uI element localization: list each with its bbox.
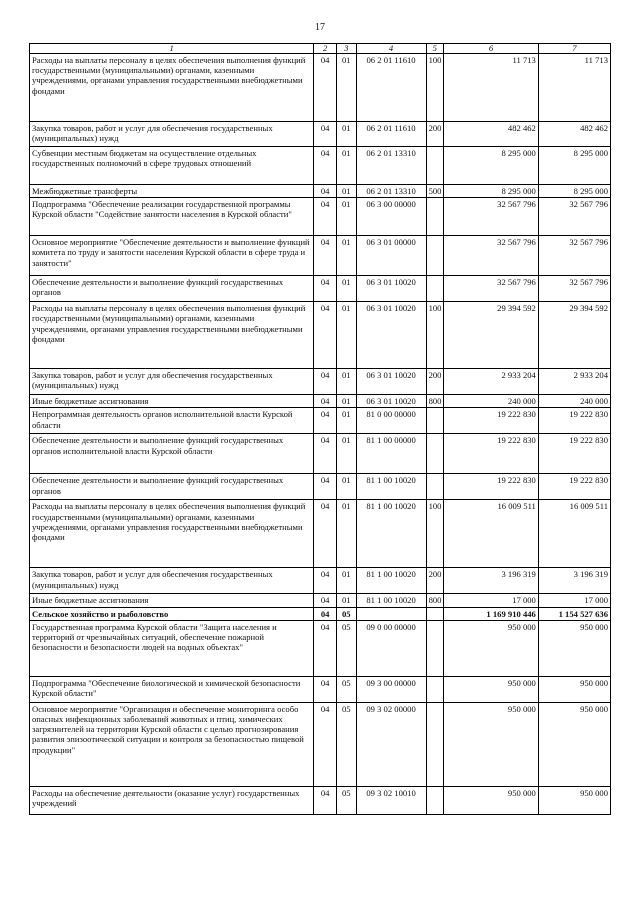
amount-year1-cell: 240 000 [444,395,539,408]
subsection-code-cell: 01 [336,594,356,607]
amount-year1-cell: 3 196 319 [444,568,539,594]
section-code-cell: 04 [314,185,337,198]
row-name-cell: Расходы на выплаты персоналу в целях обеспечения выполнения функций государственными (муниципальными) органами, казенными учреждениями, органами управления государственными внебюджетными фондами [30,500,314,568]
subsection-code-cell: 01 [336,434,356,474]
section-code-cell: 04 [314,122,337,147]
section-code-cell: 04 [314,369,337,395]
expense-type-cell: 200 [426,568,444,594]
section-code-cell: 04 [314,568,337,594]
table-row [30,786,611,814]
table-row [30,620,611,676]
amount-year1-cell: 11 713 [444,54,539,122]
amount-year1-cell: 29 394 592 [444,302,539,369]
expense-type-cell [426,198,444,236]
expense-type-cell: 800 [426,395,444,408]
subsection-code-cell: 01 [336,500,356,568]
amount-year2-cell: 482 462 [538,122,610,147]
table-row [30,236,611,276]
target-article-cell: 81 1 00 10020 [356,594,426,607]
expense-type-cell [426,474,444,500]
expense-type-cell: 500 [426,185,444,198]
subsection-code-cell: 05 [336,702,356,786]
section-code-cell: 04 [314,276,337,302]
row-name-cell: Государственная программа Курской области "Защита населения и территорий от чрезвычайных ситуаций, обеспечение пожарной безопасности и безопасности людей на водных объектах" [30,620,314,676]
table-row [30,395,611,408]
amount-year1-cell: 482 462 [444,122,539,147]
row-name-cell: Подпрограмма "Обеспечение реализации государственной программы Курской области "Содействие занятости населения в Курской области" [30,198,314,236]
amount-year1-cell: 16 009 511 [444,500,539,568]
expense-type-cell [426,702,444,786]
target-article-cell: 81 1 00 10020 [356,474,426,500]
header-col-5: 5 [426,44,444,54]
section-code-cell: 04 [314,594,337,607]
expense-type-cell [426,676,444,702]
target-article-cell: 06 3 01 10020 [356,276,426,302]
subsection-code-cell: 01 [336,236,356,276]
amount-year1-cell: 19 222 830 [444,408,539,434]
row-name-cell: Обеспечение деятельности и выполнение функций государственных органов [30,474,314,500]
subsection-code-cell: 01 [336,395,356,408]
amount-year2-cell: 11 713 [538,54,610,122]
section-code-cell: 04 [314,500,337,568]
amount-year2-cell: 29 394 592 [538,302,610,369]
amount-year2-cell: 16 009 511 [538,500,610,568]
table-row [30,676,611,702]
amount-year1-cell: 19 222 830 [444,474,539,500]
header-row [30,44,611,54]
amount-year2-cell: 950 000 [538,702,610,786]
section-code-cell: 04 [314,198,337,236]
amount-year1-cell: 8 295 000 [444,185,539,198]
section-code-cell: 04 [314,676,337,702]
amount-year2-cell: 3 196 319 [538,568,610,594]
target-article-cell: 09 3 02 00000 [356,702,426,786]
amount-year2-cell: 17 000 [538,594,610,607]
row-name-cell: Субвенции местным бюджетам на осуществление отдельных государственных полномочий в сфере трудовых отношений [30,147,314,185]
amount-year2-cell: 32 567 796 [538,276,610,302]
subsection-code-cell: 05 [336,676,356,702]
expense-type-cell [426,607,444,620]
target-article-cell: 06 3 01 10020 [356,369,426,395]
table-row [30,434,611,474]
subsection-code-cell: 01 [336,185,356,198]
row-name-cell: Расходы на обеспечение деятельности (оказание услуг) государственных учреждений [30,786,314,814]
target-article-cell: 81 1 00 00000 [356,434,426,474]
amount-year2-cell: 8 295 000 [538,185,610,198]
table-row [30,147,611,185]
header-col-7: 7 [538,44,610,54]
subsection-code-cell: 01 [336,474,356,500]
section-code-cell: 04 [314,607,337,620]
amount-year2-cell: 32 567 796 [538,198,610,236]
target-article-cell: 06 2 01 13310 [356,185,426,198]
row-name-cell: Сельское хозяйство и рыболовство [30,607,314,620]
target-article-cell: 06 3 01 00000 [356,236,426,276]
table-row [30,702,611,786]
amount-year2-cell: 950 000 [538,786,610,814]
target-article-cell: 06 3 01 10020 [356,302,426,369]
section-code-cell: 04 [314,408,337,434]
table-row [30,54,611,122]
target-article-cell: 06 2 01 13310 [356,147,426,185]
table-row [30,607,611,620]
subsection-code-cell: 01 [336,302,356,369]
expense-type-cell [426,276,444,302]
table-row [30,408,611,434]
section-code-cell: 04 [314,236,337,276]
subsection-code-cell: 01 [336,198,356,236]
row-name-cell: Подпрограмма "Обеспечение биологической и химической безопасности Курской области" [30,676,314,702]
row-name-cell: Непрограммная деятельность органов исполнительной власти Курской области [30,408,314,434]
amount-year2-cell: 19 222 830 [538,474,610,500]
section-code-cell: 04 [314,54,337,122]
amount-year1-cell: 32 567 796 [444,276,539,302]
amount-year1-cell: 32 567 796 [444,198,539,236]
row-name-cell: Закупка товаров, работ и услуг для обеспечения государственных (муниципальных) нужд [30,122,314,147]
amount-year2-cell: 19 222 830 [538,434,610,474]
amount-year2-cell: 19 222 830 [538,408,610,434]
header-col-2: 2 [314,44,337,54]
row-name-cell: Расходы на выплаты персоналу в целях обеспечения выполнения функций государственными (муниципальными) органами, казенными учреждениями, органами управления государственными внебюджетными фондами [30,54,314,122]
expense-type-cell [426,786,444,814]
subsection-code-cell: 01 [336,54,356,122]
row-name-cell: Иные бюджетные ассигнования [30,395,314,408]
subsection-code-cell: 01 [336,276,356,302]
row-name-cell: Обеспечение деятельности и выполнение функций государственных органов [30,276,314,302]
amount-year2-cell: 950 000 [538,620,610,676]
section-code-cell: 04 [314,702,337,786]
target-article-cell: 81 0 00 00000 [356,408,426,434]
expense-type-cell: 200 [426,369,444,395]
expense-type-cell: 100 [426,54,444,122]
header-col-3: 3 [336,44,356,54]
subsection-code-cell: 05 [336,607,356,620]
expense-type-cell [426,434,444,474]
amount-year1-cell: 8 295 000 [444,147,539,185]
row-name-cell: Закупка товаров, работ и услуг для обеспечения государственных (муниципальных) нужд [30,369,314,395]
target-article-cell: 81 1 00 10020 [356,568,426,594]
expense-type-cell [426,408,444,434]
header-col-4: 4 [356,44,426,54]
subsection-code-cell: 01 [336,369,356,395]
header-col-6: 6 [444,44,539,54]
section-code-cell: 04 [314,395,337,408]
section-code-cell: 04 [314,474,337,500]
section-code-cell: 04 [314,786,337,814]
row-name-cell: Расходы на выплаты персоналу в целях обеспечения выполнения функций государственными (муниципальными) органами, казенными учреждениями, органами управления государственными внебюджетными фондами [30,302,314,369]
amount-year1-cell: 17 000 [444,594,539,607]
expense-type-cell: 800 [426,594,444,607]
amount-year2-cell: 950 000 [538,676,610,702]
amount-year1-cell: 19 222 830 [444,434,539,474]
row-name-cell: Иные бюджетные ассигнования [30,594,314,607]
table-row [30,302,611,369]
table-row [30,500,611,568]
budget-table [29,43,611,815]
table-row [30,369,611,395]
table-row [30,122,611,147]
amount-year1-cell: 950 000 [444,676,539,702]
amount-year1-cell: 950 000 [444,620,539,676]
expense-type-cell: 200 [426,122,444,147]
subsection-code-cell: 01 [336,568,356,594]
table-row [30,198,611,236]
subsection-code-cell: 05 [336,786,356,814]
expense-type-cell: 100 [426,500,444,568]
subsection-code-cell: 05 [336,620,356,676]
amount-year1-cell: 1 169 910 446 [444,607,539,620]
target-article-cell: 09 0 00 00000 [356,620,426,676]
table-row [30,568,611,594]
section-code-cell: 04 [314,620,337,676]
table-row [30,276,611,302]
page-number: 17 [315,22,325,33]
amount-year2-cell: 240 000 [538,395,610,408]
amount-year1-cell: 32 567 796 [444,236,539,276]
section-code-cell: 04 [314,434,337,474]
table-row [30,594,611,607]
row-name-cell: Закупка товаров, работ и услуг для обеспечения государственных (муниципальных) нужд [30,568,314,594]
target-article-cell: 06 2 01 11610 [356,122,426,147]
subsection-code-cell: 01 [336,408,356,434]
target-article-cell: 09 3 02 10010 [356,786,426,814]
row-name-cell: Обеспечение деятельности и выполнение функций государственных органов исполнительной власти Курской области [30,434,314,474]
amount-year2-cell: 1 154 527 636 [538,607,610,620]
subsection-code-cell: 01 [336,122,356,147]
expense-type-cell [426,236,444,276]
amount-year2-cell: 2 933 204 [538,369,610,395]
target-article-cell [356,607,426,620]
amount-year1-cell: 950 000 [444,786,539,814]
expense-type-cell: 100 [426,302,444,369]
target-article-cell: 06 3 00 00000 [356,198,426,236]
target-article-cell: 09 3 00 00000 [356,676,426,702]
amount-year1-cell: 950 000 [444,702,539,786]
subsection-code-cell: 01 [336,147,356,185]
table-row [30,185,611,198]
expense-type-cell [426,147,444,185]
row-name-cell: Межбюджетные трансферты [30,185,314,198]
amount-year2-cell: 32 567 796 [538,236,610,276]
section-code-cell: 04 [314,147,337,185]
amount-year2-cell: 8 295 000 [538,147,610,185]
table-row [30,474,611,500]
row-name-cell: Основное мероприятие "Обеспечение деятельности и выполнение функций комитета по труду и занятости населения Курской области в сфере труда и занятости" [30,236,314,276]
expense-type-cell [426,620,444,676]
header-col-1: 1 [30,44,314,54]
target-article-cell: 06 2 01 11610 [356,54,426,122]
target-article-cell: 81 1 00 10020 [356,500,426,568]
target-article-cell: 06 3 01 10020 [356,395,426,408]
amount-year1-cell: 2 933 204 [444,369,539,395]
row-name-cell: Основное мероприятие "Организация и обеспечение мониторинга особо опасных инфекционных заболеваний животных и птиц, химических загрязнителей на территории Курской области с целью прогнозирования развития эпизоотической ситуации и контроля за безопасностью пищевой продукции" [30,702,314,786]
section-code-cell: 04 [314,302,337,369]
